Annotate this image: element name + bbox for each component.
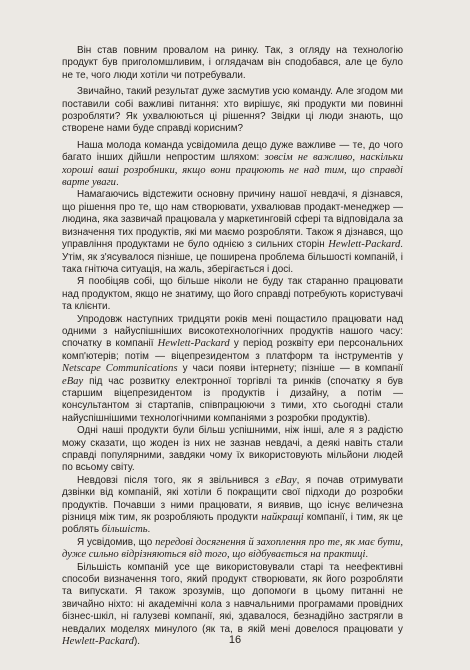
emphasis-text: Netscape Communications	[62, 363, 178, 375]
paragraph: Невдовзі після того, як я звільнився з eBay, я почав отримувати дзвінки від компаній, які хотіли б покращити свої підходи до розробки продуктів. Почавши з ними працювати, я виявив, що існує величезна різниця між тим, як розробляють продукти найкращі компанії, і тим, як це роблять більшість.	[62, 474, 403, 536]
body-text	[62, 45, 403, 649]
paragraph: Одні наші продукти були більш успішними, ніж інші, але я з радістю можу сказати, що жоден із них не зазнав невдачі, а деякі навіть стали справді популярними, завдяки чому їх використовують мільйони людей по всьому світу.	[62, 425, 403, 474]
emphasis-text: найкращі	[261, 512, 304, 524]
paragraph: Звичайно, такий результат дуже засмутив усю команду. Але згодом ми поставили собі важливі питання: хто вирішує, які продукти ми повинні розробляти? Як ухвалюються ці рішення? Звідки ці люди знають, що створене нами буде справді корисним?	[62, 86, 403, 135]
emphasis-text: eBay	[62, 375, 84, 387]
emphasis-text: Hewlett-Packard	[62, 636, 134, 648]
page-number: 16	[228, 634, 242, 646]
paragraph: Більшість компаній усе ще використовували старі та неефективні способи визначення того, який продукт створювати, як його розробляти та випускати. Я також зрозумів, що допомоги в цьому питанні не звичайно ніхто: ні академічні кола з навчальними програмами провідних бізнес-шкіл, ні галузеві компанії, які, здавалося, безнадійно застрягли в невдалих моделях минулого (як та, в якій мені довелося працювати у Hewlett-Packard).	[62, 561, 403, 648]
paragraph: Я пообіцяв собі, що більше ніколи не буду так старанно працювати над продуктом, якщо не знатиму, що його справді потребують користувачі та клієнти.	[62, 276, 403, 313]
paragraph: Упродовж наступних тридцяти років мені пощастило працювати над одними з найуспішніших високотехнологічних продуктів нашого часу: спочатку в компанії Hewlett-Packard у період розквіту ери персональних комп'ютерів; потім — віцепрезидентом з платформ та інструментів у Netscape Communications у часи появи інтернету; пізніше — в компанії eBay під час розвитку електронної торгівлі та ринків (спочатку я був старшим віцепрезидентом із продуктів і дизайну, а потім — консультантом зі стартапів, співпрацюючи з тими, хто сьогодні стали найуспішнішими технологічними компаніями з розробки продуктів).	[62, 313, 403, 424]
emphasis-text: передові досягнення й захоплення про те, як має бути, дуже сильно відрізняються від того, що відбувається на практиці	[62, 536, 403, 561]
paragraph: Він став повним провалом на ринку. Так, з огляду на технологію продукт був приголомшливим, і оглядачам він сподобався, але це було не те, чого люди хотіли чи потребували.	[62, 45, 403, 81]
emphasis-text: Hewlett-Packard	[157, 338, 230, 350]
emphasis-text: eBay	[275, 474, 297, 486]
paragraph: Я усвідомив, що передові досягнення й захоплення про те, як має бути, дуже сильно відрізняються від того, що відбувається на практиці.	[62, 536, 403, 561]
emphasis-text: більшість	[101, 524, 148, 536]
emphasis-text: Hewlett-Packard	[328, 239, 401, 251]
paragraph: Наша молода команда усвідомила дещо дуже важливе — те, до чого багато інших дійшли непростим шляхом: зовсім не важливо, наскільки хороші ваші розробники, якщо вони працюють не над тим, що справді варте уваги.	[62, 139, 404, 189]
emphasis-text: зовсім не важливо, наскільки хороші ваші розробники, якщо вони працюють не над тим, що справді варте уваги	[62, 152, 404, 189]
paragraph: Намагаючись відстежити основну причину нашої невдачі, я дізнався, що рішення про те, що нам створювати, ухвалював продакт-менеджер — людина, яка зазвичай працювала у маркетинговій сфері та відповідала за визначення тих продуктів, які ми маємо розробляти. Також я дізнався, що управління продуктами не було однією з сильних сторін Hewlett-Packard. Утім, як з'ясувалося пізніше, це поширена проблема більшості компаній, і така гнітюча ситуація, на жаль, зберігається і досі.	[62, 189, 403, 275]
